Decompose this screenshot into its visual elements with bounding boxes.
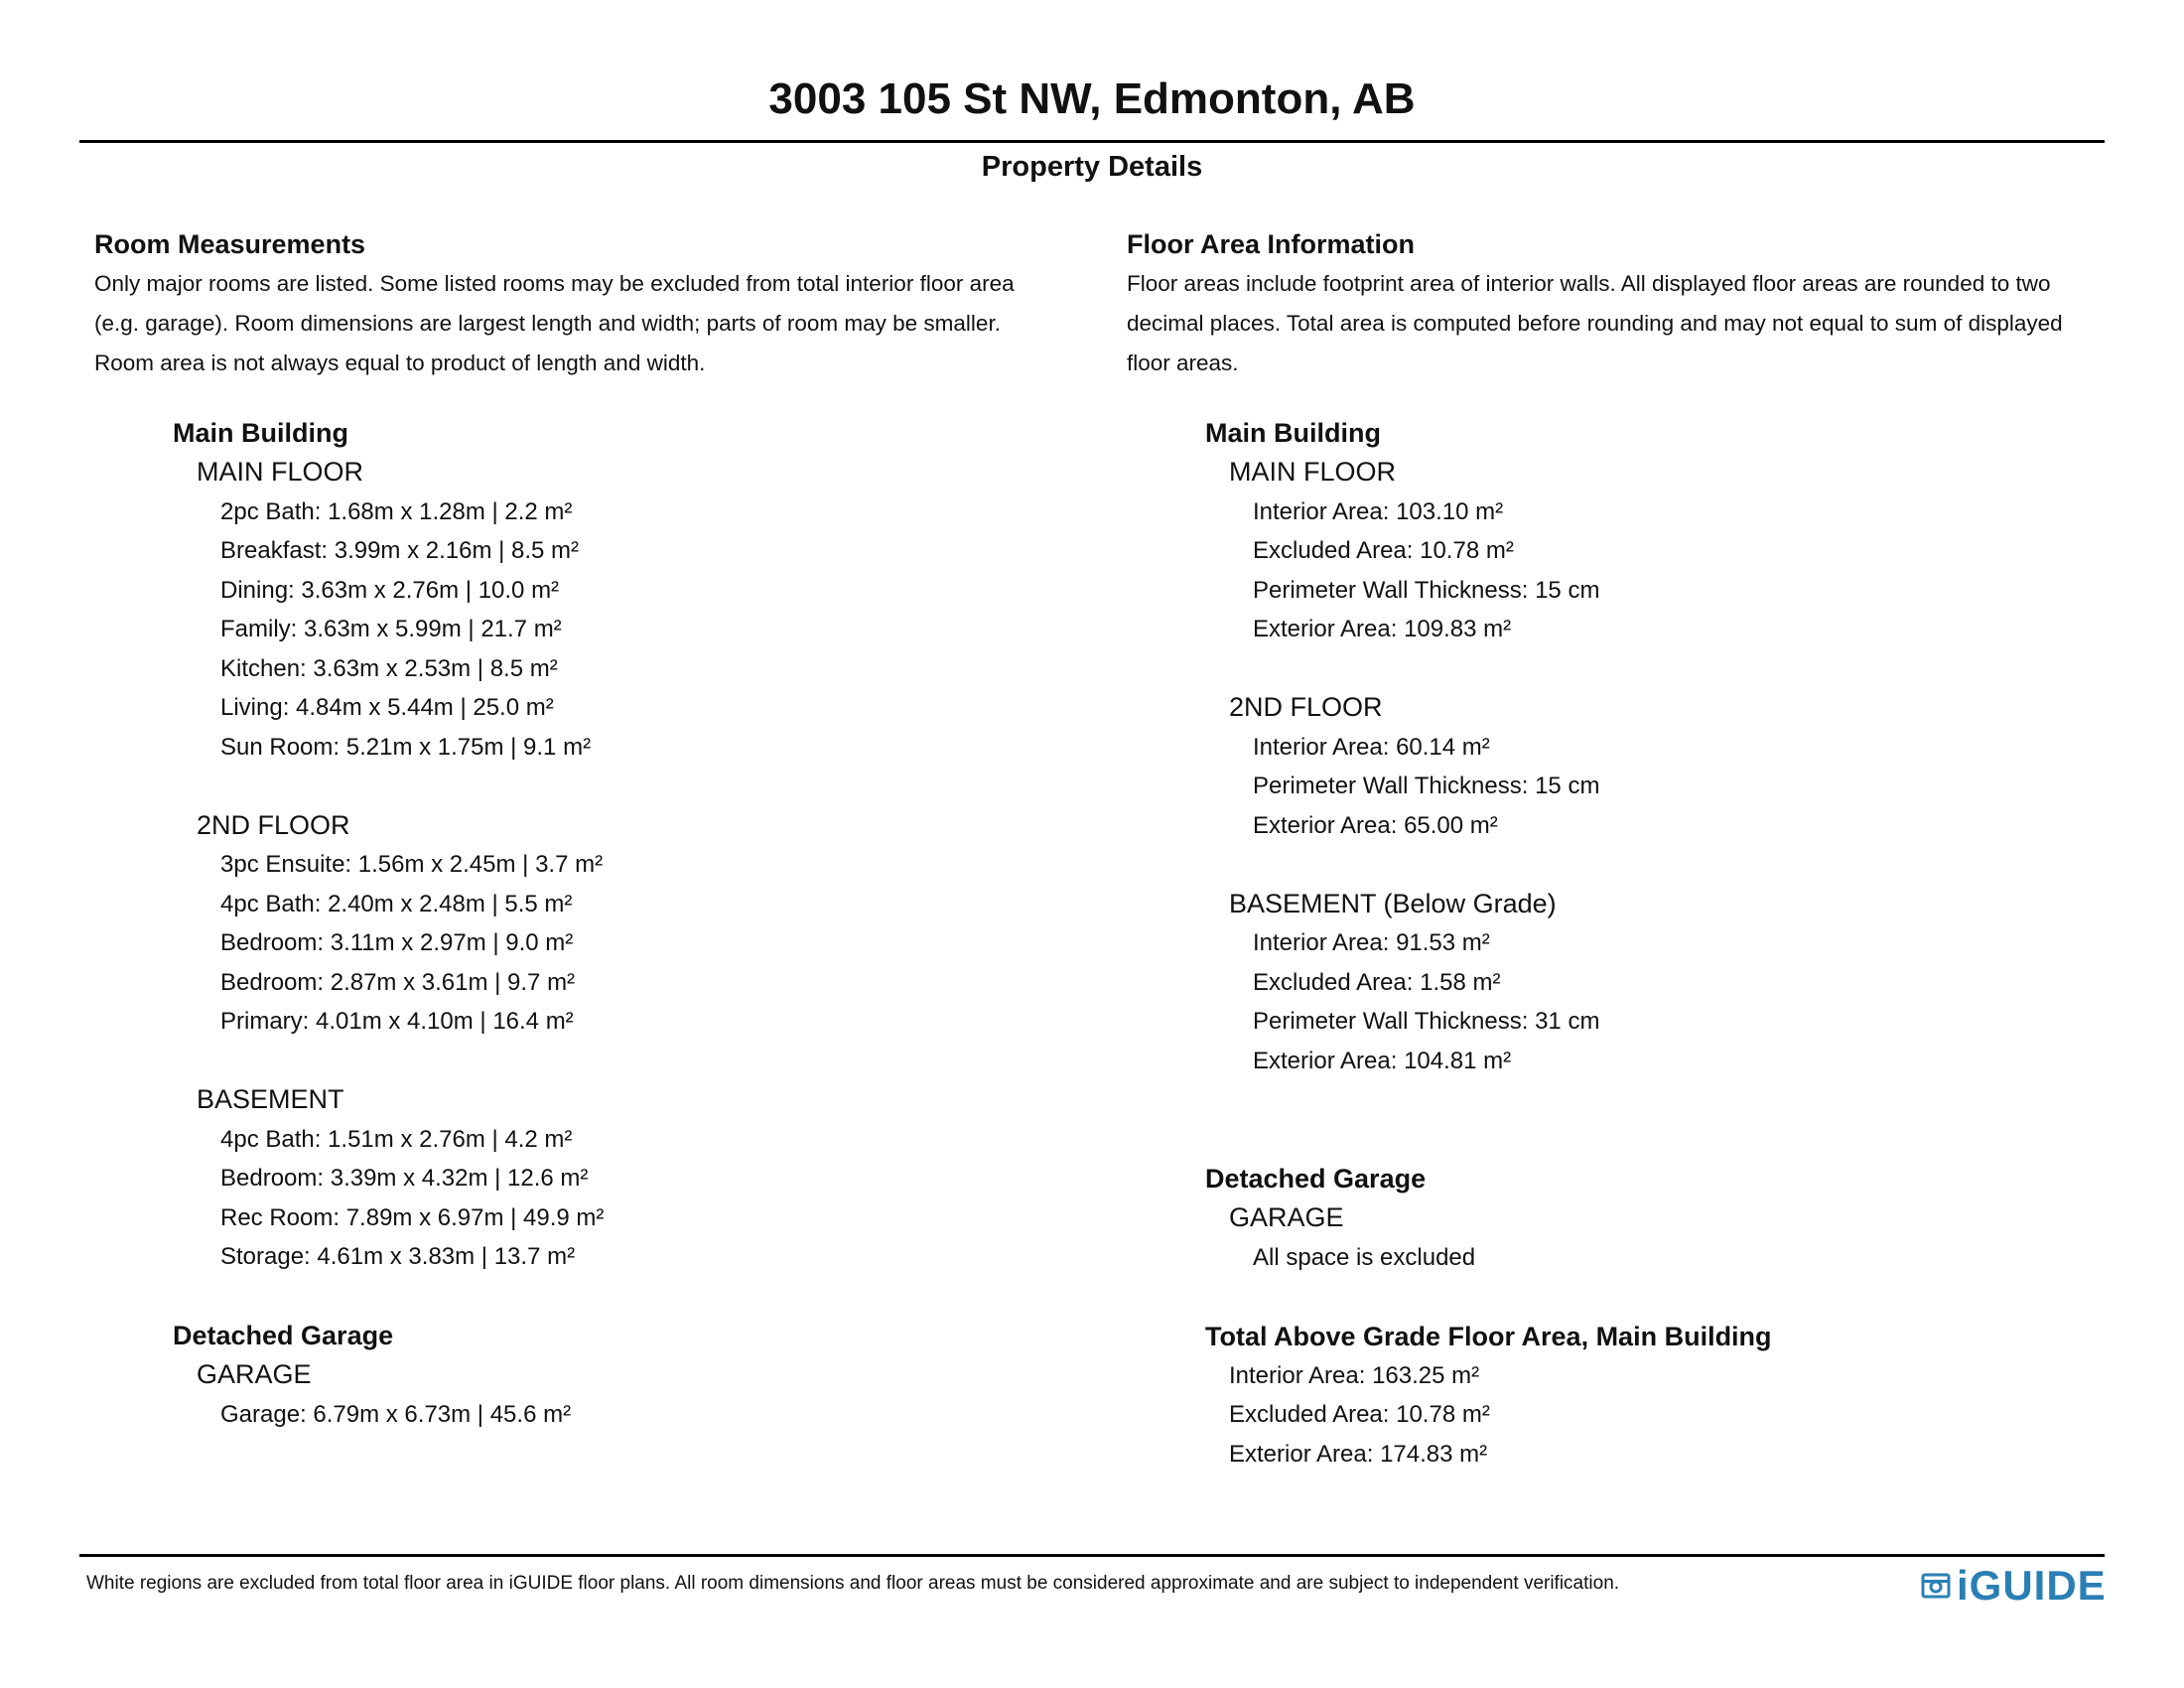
floor-area-description (1127, 264, 2129, 383)
page-subtitle: Property Details (981, 151, 1203, 183)
room-item: 4pc Bath: 2.40m x 2.48m | 5.5 m² (220, 890, 573, 917)
room-item: Sun Room: 5.21m x 1.75m | 9.1 m² (220, 733, 592, 761)
floor-main-area (1229, 453, 2129, 649)
room-item: Bedroom: 3.11m x 2.97m | 9.0 m² (220, 929, 574, 956)
iguide-logo-text: iGUIDE (1957, 1562, 2107, 1609)
area-item: All space is excluded (1253, 1243, 1476, 1271)
building-name: Main Building (1205, 418, 1381, 448)
total-item: Interior Area: 163.25 m² (1229, 1361, 1480, 1389)
iguide-logo-icon (1921, 1571, 1951, 1601)
room-item: Bedroom: 3.39m x 4.32m | 12.6 m² (220, 1165, 589, 1192)
description-line: decimal places. Total area is computed before rounding and may not equal to sum of displayed (1127, 311, 2063, 336)
room-item: Dining: 3.63m x 2.76m | 10.0 m² (220, 576, 560, 604)
area-item: Exterior Area: 104.81 m² (1253, 1047, 1512, 1074)
room-measurements-section (94, 224, 1087, 1434)
area-item: Excluded Area: 10.78 m² (1253, 537, 1514, 564)
area-item: Excluded Area: 1.58 m² (1253, 968, 1501, 996)
floor-garage-area (1229, 1198, 2129, 1277)
building-name: Detached Garage (173, 1321, 394, 1350)
floor-basement-area (1229, 885, 2129, 1081)
area-item: Perimeter Wall Thickness: 15 cm (1253, 576, 1600, 604)
building-garage (173, 1316, 1087, 1434)
description-line: floor areas. (1127, 351, 1239, 375)
footer-disclaimer: White regions are excluded from total floor area in iGUIDE floor plans. All room dimensions and floor areas must be considered approximate and are subject to independent verification. (86, 1573, 1620, 1594)
room-measurements-heading: Room Measurements (94, 229, 366, 259)
description-line: Only major rooms are listed. Some listed rooms may be excluded from total interior floor area (94, 271, 1015, 296)
area-item: Exterior Area: 65.00 m² (1253, 811, 1498, 839)
building-garage-area (1205, 1159, 2129, 1277)
area-item: Perimeter Wall Thickness: 15 cm (1253, 773, 1600, 799)
floor-area-section (1127, 224, 2129, 1474)
room-item: 3pc Ensuite: 1.56m x 2.45m | 3.7 m² (220, 851, 604, 878)
room-item: Primary: 4.01m x 4.10m | 16.4 m² (220, 1008, 574, 1035)
building-main (173, 413, 1087, 1277)
floor-main (197, 453, 1087, 767)
room-item: 2pc Bath: 1.68m x 1.28m | 2.2 m² (220, 497, 573, 525)
area-item: Interior Area: 103.10 m² (1253, 497, 1504, 525)
footer-divider (79, 1554, 2105, 1557)
area-item: Interior Area: 60.14 m² (1253, 733, 1490, 761)
room-item: Family: 3.63m x 5.99m | 21.7 m² (220, 616, 562, 642)
building-name: Detached Garage (1205, 1164, 1427, 1194)
floor-name: GARAGE (1229, 1202, 1344, 1232)
area-item: Interior Area: 91.53 m² (1253, 929, 1490, 956)
floor-name: MAIN FLOOR (197, 457, 364, 487)
description-line: (e.g. garage). Room dimensions are largest length and width; parts of room may be smaller. (94, 311, 1001, 336)
header-divider (79, 140, 2105, 143)
room-item: Garage: 6.79m x 6.73m | 45.6 m² (220, 1400, 572, 1428)
page-title: 3003 105 St NW, Edmonton, AB (768, 74, 1416, 123)
room-item: 4pc Bath: 1.51m x 2.76m | 4.2 m² (220, 1125, 573, 1153)
building-main-area (1205, 413, 2129, 1080)
room-item: Rec Room: 7.89m x 6.97m | 49.9 m² (220, 1203, 605, 1231)
description-line: Floor areas include footprint area of interior walls. All displayed floor areas are rounded to two (1127, 271, 2051, 296)
total-heading: Total Above Grade Floor Area, Main Building (1205, 1321, 1772, 1351)
description-line: Room area is not always equal to product of length and width. (94, 351, 706, 375)
total-above-grade (1205, 1317, 2129, 1475)
floor-basement (197, 1080, 1087, 1277)
total-item: Excluded Area: 10.78 m² (1229, 1401, 1490, 1428)
room-item: Kitchen: 3.63m x 2.53m | 8.5 m² (220, 654, 558, 682)
area-item: Perimeter Wall Thickness: 31 cm (1253, 1008, 1600, 1035)
floor-garage (197, 1355, 1087, 1434)
floor-2nd (197, 806, 1087, 1042)
floor-name: 2ND FLOOR (1229, 692, 1383, 722)
floor-name: BASEMENT (197, 1084, 344, 1114)
area-item: Exterior Area: 109.83 m² (1253, 616, 1512, 642)
iguide-logo (1921, 1561, 2107, 1611)
floor-2nd-area (1229, 688, 2129, 845)
total-item: Exterior Area: 174.83 m² (1229, 1440, 1488, 1468)
room-item: Storage: 4.61m x 3.83m | 13.7 m² (220, 1243, 576, 1270)
floor-name: GARAGE (197, 1359, 312, 1389)
floor-name: BASEMENT (Below Grade) (1229, 888, 1557, 918)
floor-name: MAIN FLOOR (1229, 457, 1397, 487)
room-measurements-description (94, 264, 1087, 383)
floor-name: 2ND FLOOR (197, 809, 350, 840)
floor-area-heading: Floor Area Information (1127, 229, 1416, 259)
building-name: Main Building (173, 418, 348, 448)
room-item: Breakfast: 3.99m x 2.16m | 8.5 m² (220, 537, 580, 564)
room-item: Bedroom: 2.87m x 3.61m | 9.7 m² (220, 968, 576, 996)
room-item: Living: 4.84m x 5.44m | 25.0 m² (220, 694, 554, 721)
